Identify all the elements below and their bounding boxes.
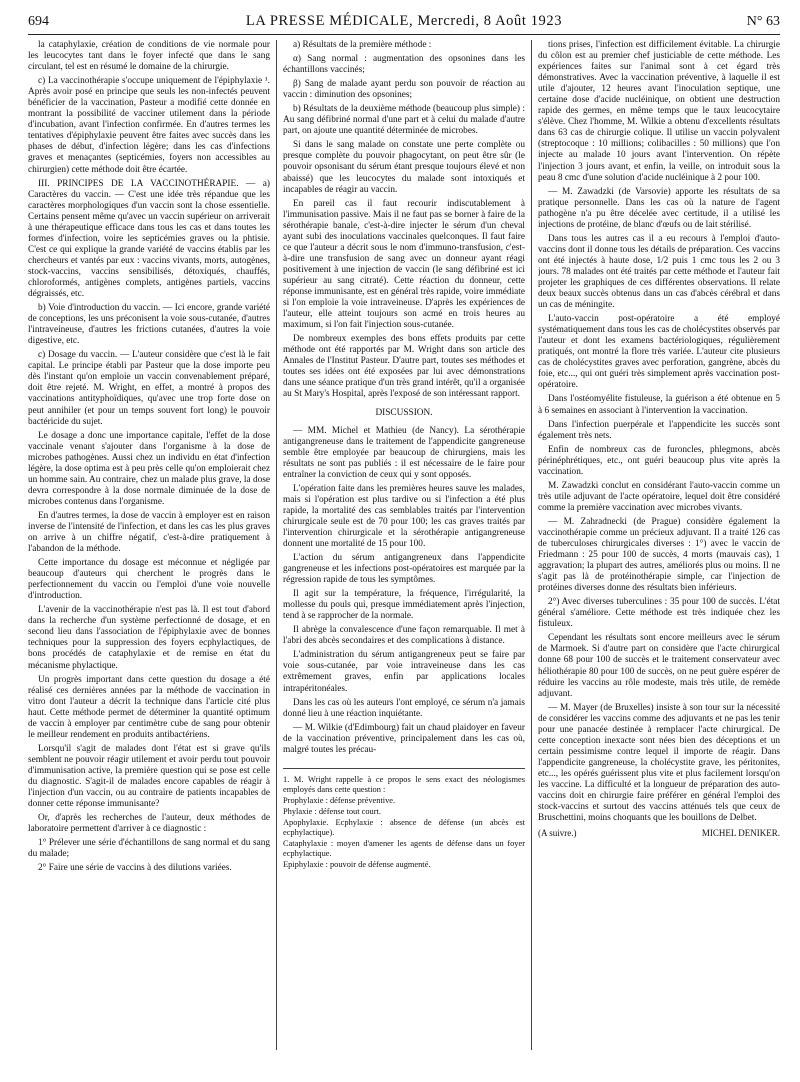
paragraph: tions prises, l'infection est difficilement évitable. La chirurgie du côlon est au premier chef justiciable de cette méthode. Les expériences faites sur l'animal sont à cet égard très démonstratives. Avec la vaccination préventive, à laquelle il est utile d'ajouter, 12 heures avant l'inoculation septique, une certaine dose d'acide nucléinique, on obtient une destruction rapide des germes, en même temps que le taux leucocytaire s'élève. Chez l'homme, M. Wilkie a obtenu d'excellents résultats dans 63 cas de chirurgie colique. Il utilise un vaccin polyvalent (streptocoque : 10 millions; colibacilles : 50 millions) que l'on injecte au malade 10 jours avant l'intervention. On répète l'injection 3 jours avant, et enfin, la veille, on introduit sous la peau 8 cmc d'une solution d'acide nucléinique à 2 pour 100. bbox=[538, 40, 780, 183]
paragraph: a) Résultats de la première méthode : bbox=[293, 40, 432, 50]
footnote: Prophylaxie : défense préventive. bbox=[283, 795, 396, 805]
paragraph: Dans tous les autres cas il a eu recours à l'emploi d'auto-vaccins dont il donne tous les détails de préparation. Ces vaccins ont été injectés à haute dose, 1/2 puis 1 cmc tous les 2 ou 3 jours. 78 malades ont été traités par cette méthode et l'auteur fait projeter les graphiques de ces différentes observations. Il relate deux beaux succès obtenus dans un cas d'abcès cérébral et dans un cas de méningite. bbox=[538, 233, 780, 311]
footnote: Phylaxie : défense tout court. bbox=[283, 806, 381, 816]
header-rule bbox=[28, 34, 780, 35]
column-right bbox=[538, 40, 780, 1070]
column-middle-top bbox=[283, 40, 525, 400]
paragraph: L'avenir de la vaccinothérapie n'est pas là. Il est tout d'abord dans la recherche d'un système perfectionné de dosage, et en second lieu dans l'association de l'épiphylaxie avec de bonnes techniques pour la suppression des foyers ecphylactiques, de bons procédés de cataphylaxie et de remise en état du mécanisme phylactique. bbox=[28, 605, 270, 671]
paragraph: Dans l'infection puerpérale et l'appendicite les succès sont également très nets. bbox=[538, 419, 780, 441]
paragraph: L'administration du sérum antigangreneux peut se faire par voie sous-cutanée, par voie intraveineuse dans les cas extrêmement graves, enfin par applications locales intrapéritonéales. bbox=[283, 650, 525, 694]
footnote: 1. M. Wright rappelle à ce propos le sens exact des néologismes employés dans cette question : bbox=[283, 774, 525, 794]
author-signature: MICHEL DENIKER. bbox=[701, 828, 780, 839]
column-left bbox=[28, 40, 270, 1070]
paragraph: c) La vaccinothérapie s'occupe uniquement de l'épiphylaxie ¹. Après avoir posé en principe que seuls les non-infectés peuvent bénéficier de la vaccination, Pasteur a modifié cette donnée en montrant la possibilité de vacciner utilement dans la période d'incubation, avant l'infection confirmée. En d'autres termes les tentatives d'épiphylaxie peuvent être faites avec succès dans les phases de début, d'infection légère; dans les cas d'infections graves et menaçantes (septicémies, foyers non accessibles au chirurgien) cette méthode doit être écartée. bbox=[28, 76, 270, 175]
paragraph: β) Sang de malade ayant perdu son pouvoir de réaction au vaccin : diminution des opsonines; bbox=[283, 79, 525, 101]
paragraph: Lorsqu'il s'agit de malades dont l'état est si grave qu'ils semblent ne pouvoir réagir utilement et avoir perdu tout pouvoir d'immunisation active, la première question qui se pose est celle du diagnostic. S'agit-il de malades encore capables de réagir à l'injection d'un vaccin, ou au contraire de patients incapables de donner cette réponse immunisante? bbox=[28, 743, 270, 810]
paragraph: 2° Faire une série de vaccins à des dilutions variées. bbox=[38, 863, 232, 874]
paragraph: L'action du sérum antigangreneux dans l'appendicite gangreneuse et les infections post-opératoires est marquée par la régression rapide de tous les symptômes. bbox=[283, 553, 525, 586]
paragraph: Dans l'ostéomyélite fistuleuse, la guérison a été obtenue en 5 à 6 semaines en associant à l'intervention la vaccination. bbox=[538, 394, 780, 416]
paragraph: Il agit sur la température, la fréquence, l'irrégularité, la mollesse du pouls qui, presque immédiatement après l'injection, tend à se rapprocher de la normale. bbox=[283, 589, 525, 622]
paragraph: Or, d'après les recherches de l'auteur, deux méthodes de laboratoire permettent d'arriver à ce diagnostic : bbox=[28, 813, 270, 835]
footnotes bbox=[283, 775, 525, 870]
discussion-body bbox=[283, 426, 525, 756]
paragraph: III. PRINCIPES DE LA VACCINOTHÉRAPIE. — a) Caractères du vaccin. — C'est une idée très répandue que les caractères morphologiques d'un vaccin sont la chose essentielle. Certains pensent même qu'avec un vaccin supérieur on arriverait à une thérapeutique efficace dans tous les cas et dans toutes les formes d'infection, voire les septicémies graves ou la phtisie. C'est ce qui explique la grande variété de vaccins établis par les chercheurs et vantés par eux : vaccins vivants, morts, autogènes, stock-vaccins, vaccins sensibilisés, détoxiqués, chauffés, chloroformés, antigènes complets, antigènes partiels, vaccins dégraissés, etc. bbox=[28, 178, 270, 300]
paragraph: De nombreux exemples des bons effets produits par cette méthode ont été rapportés par M. Wright dans son article des Annales de l'Institut Pasteur. D'autre part, toutes ses méthodes et toutes ses idées ont été exposées par lui avec démonstrations dans une séance pratique d'un très grand intérêt, qu'il a organisée au St Mary's Hospital, après l'exposé de son intéressant rapport. bbox=[283, 334, 525, 400]
column-middle bbox=[283, 40, 525, 1070]
paragraph: b) Voie d'introduction du vaccin. — Ici encore, grande variété de conceptions, les uns préconisent la voie sous-cutanée, d'autres l'intraveineuse, d'autres les frictions cutanées, d'autres la voie digestive, etc. bbox=[28, 303, 270, 347]
paragraph: Dans les cas où les auteurs l'ont employé, ce sérum n'a jamais donné lieu à une réaction inquiétante. bbox=[283, 697, 525, 719]
paragraph: Enfin de nombreux cas de furoncles, phlegmons, abcès périnéphrétiques, etc., ont guéri beaucoup plus vite après la vaccination. bbox=[538, 444, 780, 477]
paragraph: — M. Wilkie (d'Edimbourg) fait un chaud plaidoyer en faveur de la vaccination préventive, principalement dans les cas où, malgré toutes les précau- bbox=[283, 722, 525, 755]
signature-line bbox=[538, 828, 780, 839]
column-divider bbox=[276, 40, 277, 1050]
paragraph: Si dans le sang malade on constate une perte complète ou presque complète du pouvoir phagocytant, on peut être sûr (le pouvoir opsonisant du sérum étant presque toujours élevé et non abaissé) que les leucocytes du malade sont intoxiqués et incapables de réagir au vaccin. bbox=[283, 140, 525, 195]
paragraph: 1° Prélever une série d'échantillons de sang normal et du sang du malade; bbox=[28, 838, 270, 860]
paragraph: L'auto-vaccin post-opératoire a été employé systématiquement dans tous les cas de cholécystites observés par l'auteur et dont les examens bactériologiques, régulièrement pratiqués, ont montré la flore très variée. L'auteur cite plusieurs cas de cholécystites graves avec perforation, gangrène, abcès du foie, etc..., qui ont guéri très simplement après vaccination post-opératoire. bbox=[538, 314, 780, 391]
paragraph: Un progrès important dans cette question du dosage a été réalisé ces dernières années par la méthode de vaccination in vitro dont l'auteur a décrit la technique dans l'article cité plus haut. Cette méthode permet de déterminer la quantité optimum de vaccin à employer par centimètre cube de sang pour obtenir le meilleur rendement en produits antibactériens. bbox=[28, 674, 270, 740]
paragraph: α) Sang normal : augmentation des opsonines dans les échantillons vaccinés; bbox=[283, 54, 525, 76]
paragraph: b) Résultats de la deuxième méthode (beaucoup plus simple) : Au sang défibriné normal d'une part et à celui du malade d'autre part, on ajoute une quantité déterminée de microbes. bbox=[283, 104, 525, 137]
page-number: 694 bbox=[28, 14, 49, 29]
paragraph: En pareil cas il faut recourir indiscutablement à l'immunisation passive. Mais il ne faut pas se borner à faire de la sérothérapie banale, c'est-à-dire injecter le sérum d'un cheval ayant subi des inoculations vaccinales quelconques. Il faut faire ce que l'auteur a décrit sous le nom d'immuno-transfusion, c'est-à-dire une transfusion de sang avec un donneur ayant réagi positivement à une injection de vaccin (le sang défibriné est ici supérieur au sang citraté). Cette réaction du donneur, cette réponse immunisante, est en général très rapide, voire immédiate si l'on emploie la voie intraveineuse. D'après les expériences de l'auteur, elle atteint toujours son acmé en trois heures au maximum, si l'on fait l'injection sous-cutanée. bbox=[283, 198, 525, 331]
footnote: Epiphylaxie : pouvoir de défense augmenté. bbox=[283, 859, 431, 869]
column-divider bbox=[531, 40, 532, 1050]
paragraph: la cataphylaxie, création de conditions de vie normale pour les leucocytes tant dans le foyer infecté que dans le sang circulant, tel est en résumé le domaine de la chirurgie. bbox=[28, 40, 270, 73]
footnote: Apophylaxie. Ecphylaxie : absence de défense (un abcès est ecphylactique). bbox=[283, 817, 525, 837]
column-right-body bbox=[538, 40, 780, 824]
paragraph: Cependant les résultats sont encore meilleurs avec le sérum de Marmoek. Si d'autre part on considère que l'acte chirurgical donne 68 pour 100 de succès et le traitement conservateur avec héliothérapie 80 pour 100 de succès, on ne peut guère espérer de réduire les vaccins au rôle modeste, mais très utile, de remède adjuvant. bbox=[538, 633, 780, 699]
journal-title: LA PRESSE MÉDICALE, Mercredi, 8 Août 1923 bbox=[245, 13, 563, 29]
paragraph: — M. Zawadzki (de Varsovie) apporte les résultats de sa pratique personnelle. Dans les cas où la nature de l'agent pathogène n'a pu être décelée avec certitude, il a utilisé les injections de protéine, de blanc d'œufs ou de lait stérilisé. bbox=[538, 186, 780, 230]
paragraph: c) Dosage du vaccin. — L'auteur considère que c'est là le fait capital. Le principe établi par Pasteur que la dose importe peu dès l'instant qu'on emploie un vaccin convenablement préparé, doit être rejeté. M. Wright, en effet, a montré à propos des vaccinations antityphoïdiques, qu'avec une trop forte dose on peut annihiler (et pour un temps souvent fort long) le pouvoir bactéricide du sujet. bbox=[28, 350, 270, 427]
paragraph: En d'autres termes, la dose de vaccin à employer est en raison inverse de l'intensité de l'infection, et dans les cas les plus graves on arrive à un chiffre négatif, c'est-à-dire pratiquement à l'abandon de la méthode. bbox=[28, 510, 270, 555]
footnote-rule bbox=[283, 768, 525, 769]
discussion-heading: DISCUSSION. bbox=[375, 408, 433, 419]
paragraph: — M. Zahradnecki (de Prague) considère également la vaccinothérapie comme un précieux adjuvant. Il a traité 126 cas de tuberculoses chirurgicales diverses : 1°) avec le vaccin de Friedmann : 25 pour 100 de succès, 4 morts (mauvais cas), 1 aggravation; la plupart des autres, améliorés plus ou moins. Il ne s'agit pas là de protéinothérapie simple, car l'injection de protéines diverses donne des résultats bien inférieurs. bbox=[538, 516, 780, 594]
paragraph: Il abrège la convalescence d'une façon remarquable. Il met à l'abri des abcès secondaires et des complications à distance. bbox=[283, 625, 525, 647]
paragraph: Le dosage a donc une importance capitale, l'effet de la dose vaccinale venant s'ajouter dans l'organisme à la dose de microbes pathogènes. Aussi chez un individu en état d'infection légère, la dose optima est à peu près celle qu'on emploierait chez un homme sain. Au contraire, chez un malade plus grave, la dose devra correspondre à la dose normale diminuée de la dose de microbes contenus dans l'organisme. bbox=[28, 430, 270, 507]
paragraph: L'opération faite dans les premières heures sauve les malades, mais si l'opération est plus tardive ou si l'infection a été plus rapide, la mortalité des cas semblables traités par l'intervention chirurgicale seule est de 70 pour 100; les cas graves traités par l'intervention chirurgicale et la sérothérapie antigangreneuse donnent une mortalité de 15 pour 100. bbox=[283, 483, 525, 549]
footnote: Cataphylaxie : moyen d'amener les agents de défense dans un foyer ecphylactique. bbox=[283, 838, 525, 858]
issue-number: N° 63 bbox=[746, 14, 780, 29]
paragraph: — MM. Michel et Mathieu (de Nancy). La sérothérapie antigangreneuse dans le traitement de l'appendicite gangreneuse semble être employée par beaucoup de chirurgiens, mais les résultats ne sont pas publiés : il est nécessaire de le faire pour entraîner la conviction de ceux qui y sont opposés. bbox=[283, 425, 525, 480]
page-header bbox=[28, 10, 780, 36]
paragraph: — M. Mayer (de Bruxelles) insiste à son tour sur la nécessité de considérer les vaccins comme des adjuvants et ne pas les tenir pour une panacée destinée à remplacer l'acte chirurgical. De cette conception inexacte sont nées bien des déceptions et un certain pessimisme contre lequel il importe de réagir. Dans l'appendicite gangreneuse, la cholécystite grave, les péritonites, etc..., les opérés guérissent plus vite et plus facilement lorsqu'on les vaccine. La difficulté et la longueur de préparation des auto-vaccins doit en chirurgie faire préférer en général l'emploi des stock-vaccins et surtout des vaccins atténués tels que ceux de Bruschettini, moins choquants que les bouillons de Delbet. bbox=[538, 702, 780, 824]
to-be-continued: (A suivre.) bbox=[538, 828, 577, 839]
paragraph: 2°) Avec diverses tuberculines : 35 pour 100 de succès. L'état général s'améliore. Cette méthode est très indiquée chez les fistuleux. bbox=[538, 597, 780, 630]
paragraph: Cette importance du dosage est méconnue et négligée par beaucoup d'auteurs qui cherchent le progrès dans le perfectionnement du vaccin ou l'emploi d'une voie nouvelle d'introduction. bbox=[28, 558, 270, 602]
paragraph: M. Zawadzki conclut en considérant l'auto-vaccin comme un très utile adjuvant de l'acte opératoire, lequel doit être considéré comme la première vaccination avec microbes vivants. bbox=[538, 480, 780, 513]
